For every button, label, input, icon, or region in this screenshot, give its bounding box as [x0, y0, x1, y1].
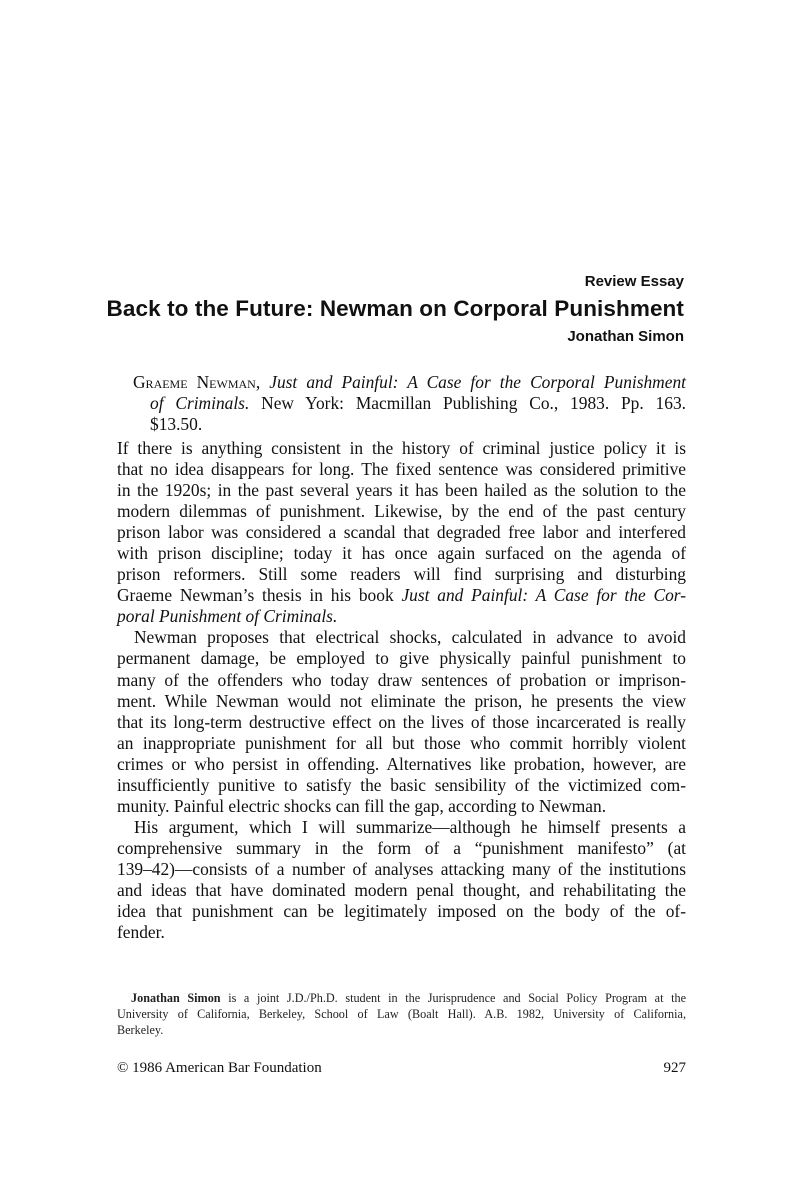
article-title: Back to the Future: Newman on Corporal Punishment: [106, 296, 684, 321]
footnote-text: is a joint J.D./Ph.D. student in the Jurisprudence and Social Policy Program at the: [220, 991, 686, 1005]
text-line: [117, 670, 686, 691]
text-line: [117, 691, 686, 712]
text-segment: His argument, which I will summarize—although he himself presents a: [134, 816, 686, 837]
text-line: [117, 438, 686, 459]
text-segment: comprehensive summary in the form of a “punishment manifesto” (at: [117, 837, 686, 858]
text-segment: munity. Painful electric shocks can fill the gap, according to Newman.: [117, 795, 607, 816]
footnote-text: University of California, Berkeley, School of Law (Boalt Hall). A.B. 1982, University of California,: [117, 1007, 686, 1021]
text-segment: in the 1920s; in the past several years it has been hailed as the solution to the: [117, 480, 686, 501]
text-segment: If there is anything consistent in the history of criminal justice policy it is: [117, 438, 686, 458]
book-citation: [133, 372, 686, 435]
text-segment: and ideas that have dominated modern penal thought, and rehabilitating the: [117, 879, 686, 900]
text-line: [117, 880, 686, 901]
text-line: [117, 606, 686, 627]
text-segment: modern dilemmas of punishment. Likewise, by the end of the past century: [117, 501, 686, 522]
text-line: [117, 775, 686, 796]
text-segment: ment. While Newman would not eliminate the prison, he presents the view: [117, 690, 686, 711]
text-line: [117, 859, 686, 880]
text-line: [117, 501, 686, 522]
text-line: [117, 585, 686, 606]
text-segment: Graeme Newman’s thesis in his book: [117, 585, 402, 606]
text-line: [117, 480, 686, 501]
text-segment: that its long-term destructive effect on the lives of those incarcerated is really: [117, 711, 686, 732]
article-author: Jonathan Simon: [567, 328, 684, 345]
book-title-cont: of Criminals.: [150, 393, 250, 413]
italic-text: Just and Painful: A Case for the Cor-: [401, 585, 686, 606]
text-line: [117, 796, 686, 817]
text-line: [117, 754, 686, 775]
book-title: Just and Painful: A Case for the Corporal Punishment: [269, 372, 686, 392]
copyright-notice: © 1986 American Bar Foundation: [117, 1060, 322, 1076]
text-segment: permanent damage, be employed to give physically painful punishment to: [117, 648, 686, 669]
text-line: [117, 733, 686, 754]
text-segment: prison reformers. Still some readers will find surprising and disturbing: [117, 564, 686, 585]
text-line: [117, 522, 686, 543]
text-line: [117, 648, 686, 669]
text-segment: that no idea disappears for long. The fixed sentence was considered primitive: [117, 459, 686, 480]
text-line: [117, 838, 686, 859]
text-segment: fender.: [117, 922, 165, 943]
italic-text: poral Punishment of Criminals.: [117, 606, 338, 627]
page-number: 927: [663, 1060, 686, 1076]
book-price: $13.50.: [150, 414, 203, 434]
text-line: [117, 712, 686, 733]
text-line: [117, 543, 686, 564]
text-line: [117, 901, 686, 922]
text-line: [117, 564, 686, 585]
text-segment: many of the offenders who today draw sentences of probation or imprison-: [117, 669, 686, 690]
text-line: [117, 817, 686, 838]
author-footnote: [117, 990, 686, 1038]
text-segment: crimes or who persist in offending. Alternatives like probation, however, are: [117, 753, 686, 774]
separator: ,: [255, 372, 270, 392]
text-segment: 139–42)—consists of a number of analyses attacking many of the institutions: [117, 858, 686, 879]
text-line: [117, 922, 686, 943]
text-segment: an inappropriate punishment for all but those who commit horribly violent: [117, 732, 686, 753]
text-segment: idea that punishment can be legitimately imposed on the body of the of-: [117, 901, 686, 922]
text-segment: Newman proposes that electrical shocks, calculated in advance to avoid: [134, 627, 686, 648]
text-segment: prison labor was considered a scandal that degraded free labor and interfered: [117, 522, 686, 543]
text-segment: with prison discipline; today it has once again surfaced on the agenda of: [117, 543, 686, 564]
text-line: [117, 459, 686, 480]
text-line: [117, 627, 686, 648]
footnote-author: Jonathan Simon: [131, 991, 221, 1005]
publication-info: New York: Macmillan Publishing Co., 1983. Pp. 163.: [249, 393, 686, 413]
section-kicker: Review Essay: [584, 273, 684, 290]
footnote-text: Berkeley.: [117, 1023, 164, 1037]
text-segment: insufficiently punitive to satisfy the basic sensibility of the victimized com-: [117, 774, 686, 795]
body-text: [117, 438, 686, 943]
cited-author: Graeme Newman: [133, 372, 256, 392]
